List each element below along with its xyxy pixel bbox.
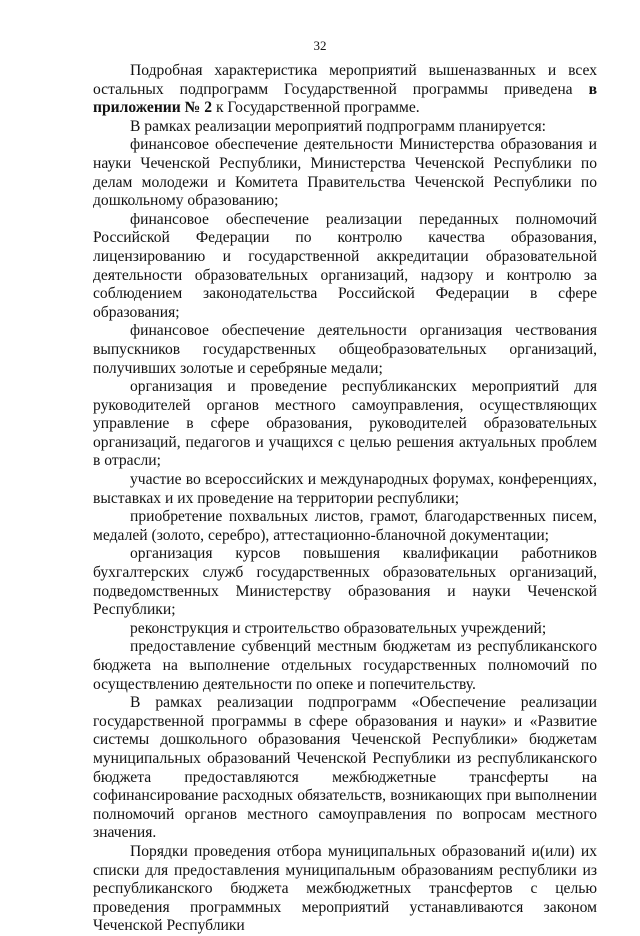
paragraph-list-item: финансовое обеспечение деятельности организация чествования выпускников государственных общеобразовательных организаций, получивших золотые и серебряные медали; — [93, 322, 597, 377]
paragraph-appendix-reference — [93, 62, 597, 118]
paragraph-list-item: участие во всероссийских и международных форумах, конференциях, выставках и их проведение на территории республики; — [93, 471, 597, 507]
paragraph-list-item: организация курсов повышения квалификации работников бухгалтерских служб государственных образовательных организаций, подведомственных Министерству образования и науки Чеченской Республики; — [93, 545, 597, 619]
paragraph-list-item: финансовое обеспечение деятельности Министерства образования и науки Чеченской Республики, Министерства Чеченской Республики по делам молодежи и Комитета Правительства Чеченской Республики по дошкольному образованию; — [93, 136, 597, 210]
page-number: 32 — [313, 38, 327, 53]
paragraph-list-item: финансовое обеспечение реализации переданных полномочий Российской Федерации по контролю качества образования, лицензированию и государственной аккредитации образовательной деятельности образовательных организаций, надзору и контролю за соблюдением законодательства Российской Федерации в сфере образования; — [93, 210, 597, 321]
document-body — [93, 62, 597, 936]
paragraph-body: Порядки проведения отбора муниципальных образований и(или) их списки для предоставления муниципальным образованиям республики из республиканского бюджета межбюджетных трансфертов с целью проведения программных мероприятий устанавливаются законом Чеченской Республики — [93, 842, 597, 935]
paragraph-intro: В рамках реализации мероприятий подпрограмм планируется: — [130, 117, 546, 135]
paragraph-body: В рамках реализации подпрограмм «Обеспечение реализации государственной программы в сфере образования и науки» и «Развитие системы дошкольного образования Чеченской Республики» бюджетам муниципальных образований Чеченской Республики из республиканского бюджета предоставляются межбюджетные трансферты на софинансирование расходных обязательств, возникающих при выполнении полномочий органов местного самоуправления по вопросам местного значения. — [93, 694, 597, 842]
paragraph-list-item: предоставление субвенций местным бюджетам из республиканского бюджета на выполнение отдельных государственных полномочий по осуществлению деятельности по опеке и попечительству. — [93, 638, 597, 693]
paragraph-list-item: организация и проведение республиканских мероприятий для руководителей органов местного самоуправления, осуществляющих управление в сфере образования, руководителей образовательных организаций, педагогов и учащихся с целью решения актуальных проблем в отрасли; — [93, 378, 597, 470]
appendix-reference: в приложении № 2 — [93, 80, 597, 117]
paragraph-text: Подробная характеристика мероприятий вышеназванных и всех остальных подпрограмм Государственной программы приведена — [93, 62, 597, 98]
paragraph-list-item: приобретение похвальных листов, грамот, благодарственных писем, медалей (золото, серебро), аттестационно-бланочной документации; — [93, 508, 597, 544]
paragraph-list-item: реконструкция и строительство образовательных учреждений; — [130, 619, 547, 637]
paragraph-text: к Государственной программе. — [212, 99, 420, 117]
